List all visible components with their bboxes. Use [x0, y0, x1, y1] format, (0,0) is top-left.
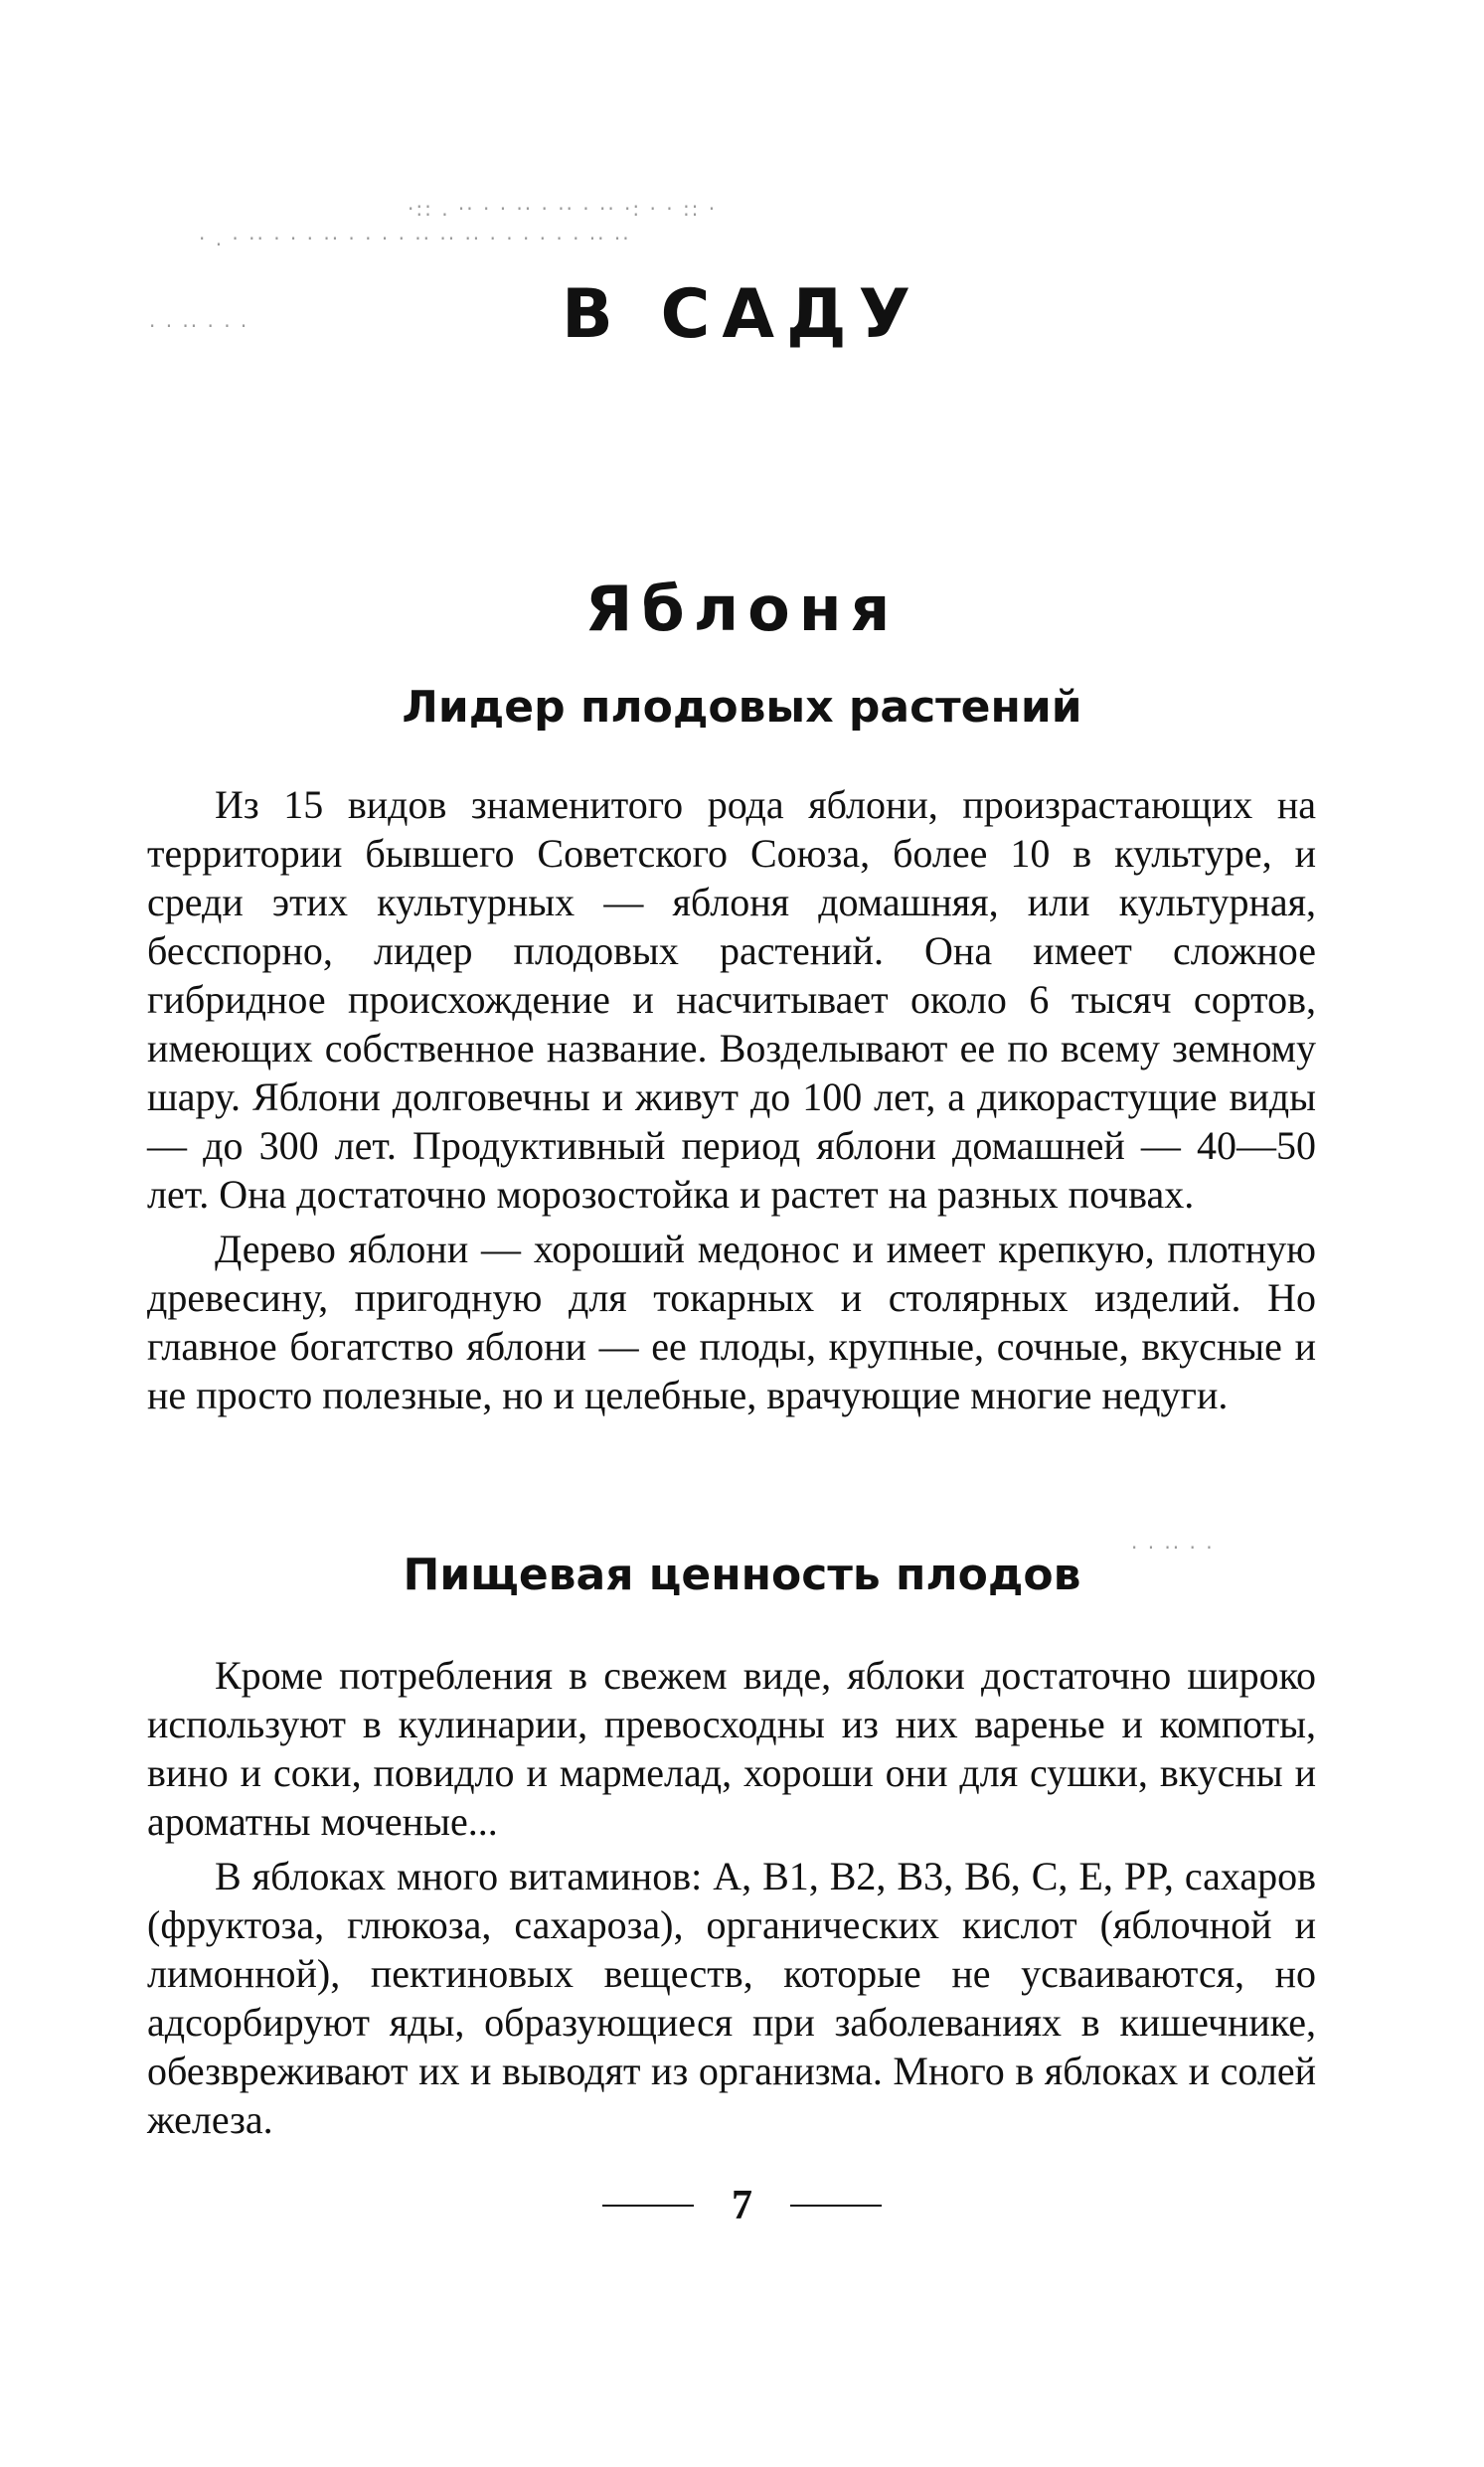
page-number: [0, 2182, 1484, 2229]
scan-noise: · · ·· · · ·: [149, 314, 249, 338]
paragraph: Из 15 видов знаменитого рода яблони, произрастающих на территории бывшего Советского Союза, более 10 в культуре, и среди этих культурных — яблоня домашняя, или культурная, бесспорно, лидер плодовых растений. Она имеет сложное гибридное происхождение и насчитывает около 6 тысяч сортов, имеющих собственное название. Возделывают ее по всему земному шару. Яблони долговечны и живут до 100 лет, а дикорастущие виды — до 300 лет. Продуктивный период яблони домашней — 40—50 лет. Она достаточно морозостойка и растет на разных почвах.: [147, 782, 1316, 1217]
text-block-nutrition: [147, 1651, 1316, 2150]
paragraph: Дерево яблони — хороший медонос и имеет крепкую, плотную древесину, пригодную для токарных и столярных изделий. Но главное богатство яблони — ее плоды, крупные, сочные, вкусные и не просто полезные, но и целебные, врачующие многие недуги.: [147, 1227, 1316, 1417]
subheading-nutrition: Пищевая ценность плодов: [403, 1550, 1081, 1600]
text-block-leader: [147, 780, 1316, 1425]
page-number-rule-right: [790, 2205, 882, 2207]
scan-noise: ·:: . ·· · · ·· · ·· · ·· ·: · · :: ·: [408, 197, 718, 221]
page-number-rule-left: [602, 2205, 694, 2207]
page-number-value: 7: [732, 2183, 752, 2228]
section-title: В САДУ: [561, 275, 923, 354]
scan-noise: · . · ·· · · · ·· · · · · ·· ·· ·· · · · · · · ·· ··: [199, 227, 631, 250]
subheading-leader: Лидер плодовых растений: [402, 682, 1082, 733]
chapter-title: Яблоня: [584, 573, 900, 645]
scan-noise: · · ·· · ·: [1131, 1536, 1215, 1560]
paragraph: В яблоках много витаминов: A, B1, B2, B3, B6, C, E, PP, сахаров (фруктоза, глюкоза, сахароза), органических кислот (яблочной и лимонной), пектиновых веществ, которые не усваиваются, но адсорбируют яды, образующиеся при заболеваниях в кишечнике, обезвреживают их и выводят из организма. Много в яблоках и солей железа.: [147, 1854, 1316, 2142]
paragraph: Кроме потребления в свежем виде, яблоки достаточно широко используют в кулинарии, превосходны из них варенье и компоты, вино и соки, повидло и мармелад, хороши они для сушки, вкусны и ароматны моченые...: [147, 1653, 1316, 1844]
